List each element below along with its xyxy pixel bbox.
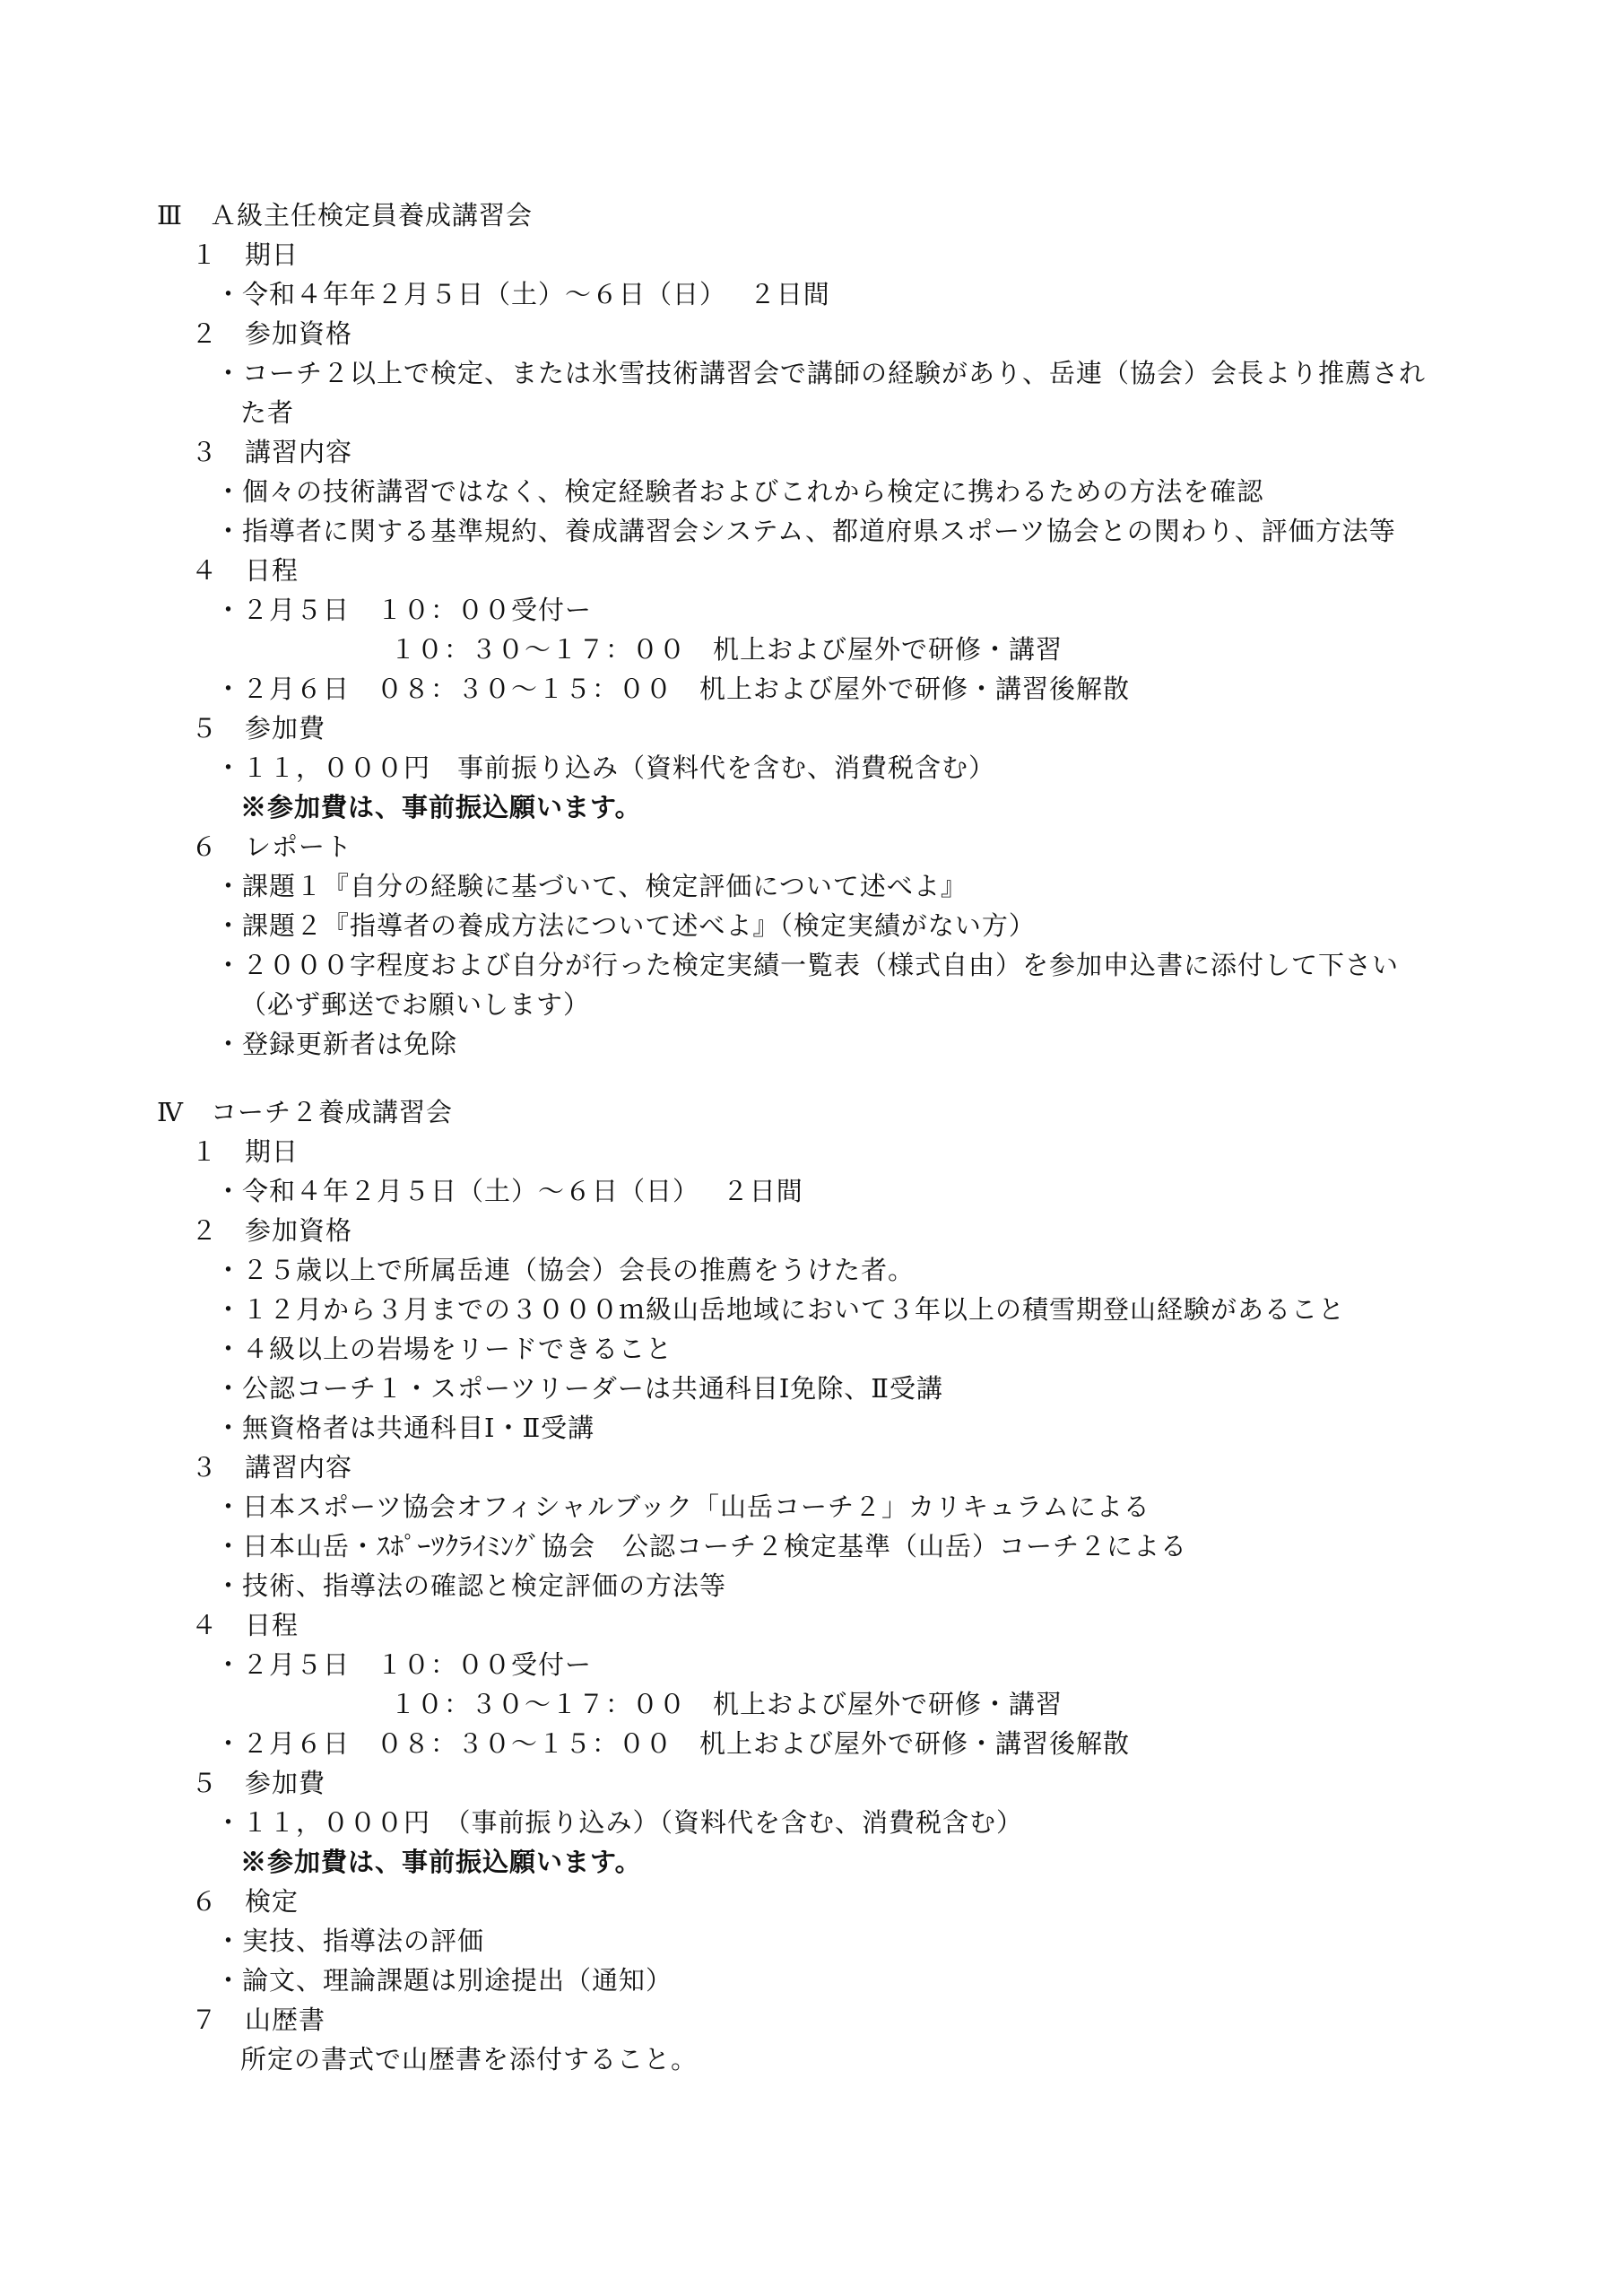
section3-report-line1: ・課題１『自分の経験に基づいて、検定評価について述べよ』 — [215, 871, 968, 901]
section3-report-line5: ・登録更新者は免除 — [215, 1029, 458, 1059]
section3-schedule-title: ４ 日程 — [191, 555, 299, 586]
section4-date-title: １ 期日 — [191, 1136, 299, 1167]
section4-fee-title: ５ 参加費 — [191, 1768, 326, 1798]
section3-report-line2: ・課題２『指導者の養成方法について述べよ』（検定実績がない方） — [215, 910, 1036, 941]
section3-qualification-line1: ・コーチ２以上で検定、または氷雪技術講習会で講師の経験があり、岳連（協会）会長より推薦され — [215, 358, 1427, 388]
section4-qualification-line1: ・２５歳以上で所属岳連（協会）会長の推薦をうけた者。 — [215, 1255, 916, 1285]
section3-report-line4: （必ず郵送でお願いします） — [240, 989, 591, 1020]
section4-fee-note: ※参加費は、事前振込願います。 — [240, 1847, 642, 1877]
section4-exam-line1: ・実技、指導法の評価 — [215, 1926, 485, 1956]
section4-history-title: ７ 山歴書 — [191, 2005, 326, 2035]
section3-content-title: ３ 講習内容 — [191, 437, 353, 467]
section4-schedule-line1: ・２月５日 １０：００受付ー — [215, 1649, 593, 1680]
section3-heading: Ⅲ Ａ級主任検定員養成講習会 — [157, 200, 533, 230]
section4-schedule-line2: １０：３０～１７：００ 机上および屋外で研修・講習 — [390, 1689, 1063, 1719]
section3-date-value: ・令和４年年２月５日（土）～６日（日） ２日間 — [215, 279, 830, 309]
section4-schedule-line3: ・２月６日 ０８：３０～１５：００ 机上および屋外で研修・講習後解散 — [215, 1728, 1131, 1759]
section3-schedule-line1: ・２月５日 １０：００受付ー — [215, 595, 593, 625]
section3-content-line2: ・指導者に関する基準規約、養成講習会システム、都道府県スポーツ協会との関わり、評価方法等 — [215, 516, 1396, 546]
section4-qualification-line2: ・１２月から３月までの３０００ｍ級山岳地域において３年以上の積雪期登山経験があること — [215, 1294, 1346, 1325]
section4-exam-line2: ・論文、理論課題は別途提出（通知） — [215, 1965, 673, 1996]
section3-schedule-line2: １０：３０～１７：００ 机上および屋外で研修・講習 — [390, 634, 1063, 665]
section4-content-line1: ・日本スポーツ協会オフィシャルブック「山岳コーチ２」カリキュラムによる — [215, 1492, 1150, 1522]
section3-qualification-title: ２ 参加資格 — [191, 318, 353, 349]
section4-content-title: ３ 講習内容 — [191, 1452, 353, 1483]
section4-date-value: ・令和４年２月５日（土）～６日（日） ２日間 — [215, 1176, 803, 1206]
section3-report-line3: ・２０００字程度および自分が行った検定実績一覧表（様式自由）を参加申込書に添付して下さい — [215, 950, 1400, 980]
section4-qualification-line5: ・無資格者は共通科目Ⅰ・Ⅱ受講 — [215, 1413, 595, 1443]
section3-fee-title: ５ 参加費 — [191, 713, 326, 744]
section3-content-line1: ・個々の技術講習ではなく、検定経験者およびこれから検定に携わるための方法を確認 — [215, 476, 1264, 507]
section3-schedule-line3: ・２月６日 ０８：３０～１５：００ 机上および屋外で研修・講習後解散 — [215, 674, 1131, 704]
section4-heading: Ⅳ コーチ２養成講習会 — [157, 1097, 453, 1127]
section3-fee-note: ※参加費は、事前振込願います。 — [240, 792, 642, 822]
section3-date-title: １ 期日 — [191, 239, 299, 270]
section4-qualification-line3: ・４級以上の岩場をリードできること — [215, 1334, 673, 1364]
section4-qualification-title: ２ 参加資格 — [191, 1215, 353, 1246]
section4-content-line3: ・技術、指導法の確認と検定評価の方法等 — [215, 1570, 727, 1601]
section3-qualification-line2: た者 — [240, 397, 295, 428]
section4-fee-line1: ・１１，０００円 （事前振り込み）（資料代を含む、消費税含む） — [215, 1807, 1024, 1838]
section4-content-line2: ・日本山岳・ｽﾎﾟｰﾂｸﾗｲﾐﾝｸﾞ協会 公認コーチ２検定基準（山岳）コーチ２による — [215, 1531, 1188, 1561]
section4-schedule-title: ４ 日程 — [191, 1610, 299, 1640]
section4-history-line1: 所定の書式で山歴書を添付すること。 — [240, 2044, 699, 2074]
section3-fee-line1: ・１１，０００円 事前振り込み（資料代を含む、消費税含む） — [215, 752, 996, 783]
section3-report-title: ６ レポート — [191, 831, 353, 862]
section4-exam-title: ６ 検定 — [191, 1886, 299, 1917]
section4-qualification-line4: ・公認コーチ１・スポーツリーダーは共通科目Ⅰ免除、Ⅱ受講 — [215, 1373, 944, 1404]
